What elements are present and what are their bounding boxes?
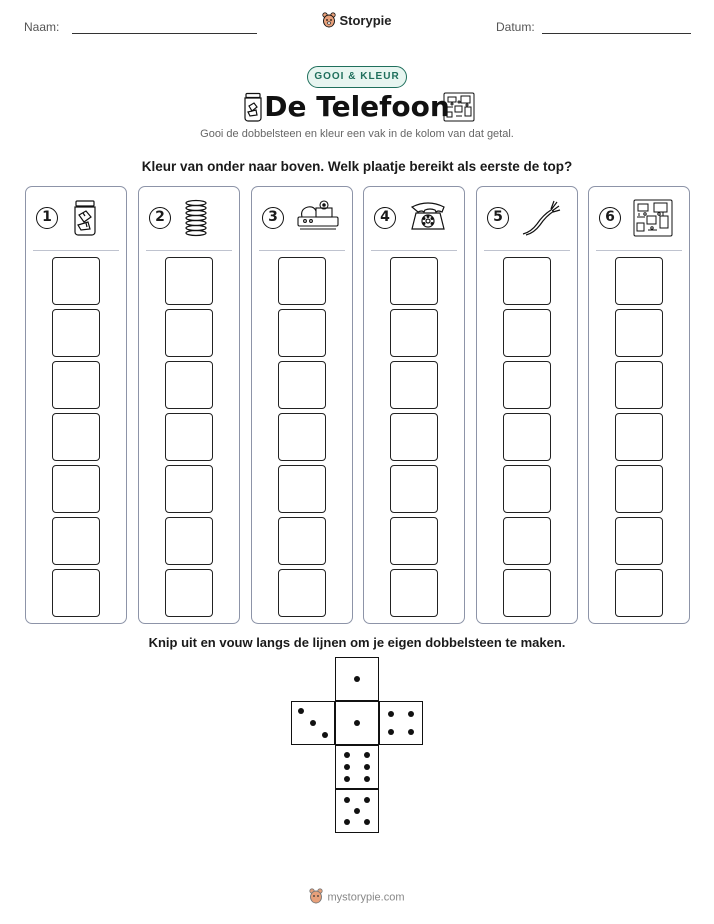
- footer-url[interactable]: mystorypie.com: [327, 891, 405, 904]
- color-cell[interactable]: [503, 517, 551, 565]
- color-cell[interactable]: [615, 413, 663, 461]
- column-header: [477, 187, 577, 251]
- die-pip: [364, 752, 370, 758]
- name-field-line: [72, 33, 257, 34]
- die-pip: [344, 776, 350, 782]
- color-cell[interactable]: [52, 257, 100, 305]
- color-cell[interactable]: [165, 517, 213, 565]
- column-divider: [259, 250, 345, 251]
- color-cell[interactable]: [278, 309, 326, 357]
- die-pip: [298, 708, 304, 714]
- column-5: [476, 186, 578, 624]
- die-pip: [354, 676, 360, 682]
- column-divider: [146, 250, 232, 251]
- jar-icon: [70, 199, 112, 239]
- color-cell[interactable]: [615, 569, 663, 617]
- category-badge: GOOI & KLEUR: [307, 66, 407, 88]
- column-divider: [371, 250, 457, 251]
- color-cell[interactable]: [165, 361, 213, 409]
- coloring-instruction: Kleur van onder naar boven. Welk plaatje bereikt als eerste de top?: [141, 159, 573, 174]
- color-cell[interactable]: [278, 257, 326, 305]
- die-pip: [322, 732, 328, 738]
- die-face-1: [335, 701, 379, 745]
- color-cell[interactable]: [390, 309, 438, 357]
- color-cell[interactable]: [278, 413, 326, 461]
- color-cell[interactable]: [615, 309, 663, 357]
- color-cell[interactable]: [503, 465, 551, 513]
- column-number: 5: [487, 207, 509, 229]
- color-cell[interactable]: [390, 517, 438, 565]
- switchboard-icon: [296, 199, 338, 239]
- column-6: [588, 186, 690, 624]
- color-cell[interactable]: [503, 569, 551, 617]
- circuit-board-icon: [443, 92, 475, 127]
- color-cell[interactable]: [503, 309, 551, 357]
- color-cell[interactable]: [278, 517, 326, 565]
- circuit-board-icon: [633, 199, 675, 239]
- worksheet-subtitle: Gooi de dobbelsteen en kleur een vak in de kolom van dat getal.: [200, 128, 514, 140]
- color-cell[interactable]: [165, 413, 213, 461]
- color-cell[interactable]: [278, 569, 326, 617]
- brand-logo: [0, 12, 714, 31]
- column-header: [139, 187, 239, 251]
- die-pip: [344, 797, 350, 803]
- column-number: 6: [599, 207, 621, 229]
- die-pip: [364, 797, 370, 803]
- color-cell[interactable]: [52, 309, 100, 357]
- color-cell[interactable]: [390, 569, 438, 617]
- die-pip: [354, 720, 360, 726]
- column-number: 3: [262, 207, 284, 229]
- spring-icon: [183, 199, 225, 239]
- color-cell[interactable]: [615, 361, 663, 409]
- color-cell[interactable]: [165, 309, 213, 357]
- color-cell[interactable]: [52, 413, 100, 461]
- column-header: [26, 187, 126, 251]
- die-pip: [344, 764, 350, 770]
- color-cell[interactable]: [503, 361, 551, 409]
- color-cell[interactable]: [52, 465, 100, 513]
- date-field-line: [542, 33, 691, 34]
- bear-logo-icon: [322, 12, 336, 31]
- color-cell[interactable]: [390, 257, 438, 305]
- bear-logo-icon: [309, 888, 323, 907]
- column-number: 2: [149, 207, 171, 229]
- die-pip: [310, 720, 316, 726]
- column-number: 1: [36, 207, 58, 229]
- die-pip: [408, 729, 414, 735]
- color-cell[interactable]: [165, 465, 213, 513]
- name-label: Naam:: [24, 20, 60, 34]
- color-cell[interactable]: [390, 465, 438, 513]
- color-cell[interactable]: [615, 465, 663, 513]
- die-pip: [354, 808, 360, 814]
- die-pip: [364, 776, 370, 782]
- die-face-3: [291, 701, 335, 745]
- die-pip: [344, 752, 350, 758]
- die-face-6: [335, 745, 379, 789]
- column-header: [364, 187, 464, 251]
- column-divider: [596, 250, 682, 251]
- die-pip: [408, 711, 414, 717]
- die-pip: [388, 711, 394, 717]
- color-cell[interactable]: [503, 257, 551, 305]
- column-3: [251, 186, 353, 624]
- color-cell[interactable]: [278, 361, 326, 409]
- rotary-phone-icon: [408, 199, 450, 239]
- color-cell[interactable]: [165, 569, 213, 617]
- die-pip: [388, 729, 394, 735]
- color-cell[interactable]: [390, 361, 438, 409]
- color-cell[interactable]: [52, 569, 100, 617]
- die-face-5: [335, 789, 379, 833]
- column-header: [589, 187, 689, 251]
- brand-name: Storypie: [339, 12, 392, 28]
- column-4: [363, 186, 465, 624]
- die-face-1: [335, 657, 379, 701]
- die-instruction: Knip uit en vouw langs de lijnen om je eigen dobbelsteen te maken.: [148, 635, 566, 650]
- color-cell[interactable]: [390, 413, 438, 461]
- column-1: [25, 186, 127, 624]
- date-label: Datum:: [496, 20, 535, 34]
- cable-icon: [521, 199, 563, 239]
- die-pip: [364, 764, 370, 770]
- footer: [0, 888, 714, 907]
- color-cell[interactable]: [278, 465, 326, 513]
- column-divider: [33, 250, 119, 251]
- color-cell[interactable]: [165, 257, 213, 305]
- column-divider: [484, 250, 570, 251]
- worksheet-title: De Telefoon: [264, 90, 450, 123]
- color-cell[interactable]: [52, 517, 100, 565]
- column-2: [138, 186, 240, 624]
- column-number: 4: [374, 207, 396, 229]
- die-face-4: [379, 701, 423, 745]
- color-cell[interactable]: [615, 517, 663, 565]
- color-cell[interactable]: [52, 361, 100, 409]
- color-cell[interactable]: [503, 413, 551, 461]
- die-pip: [344, 819, 350, 825]
- column-header: [252, 187, 352, 251]
- die-pip: [364, 819, 370, 825]
- color-cell[interactable]: [615, 257, 663, 305]
